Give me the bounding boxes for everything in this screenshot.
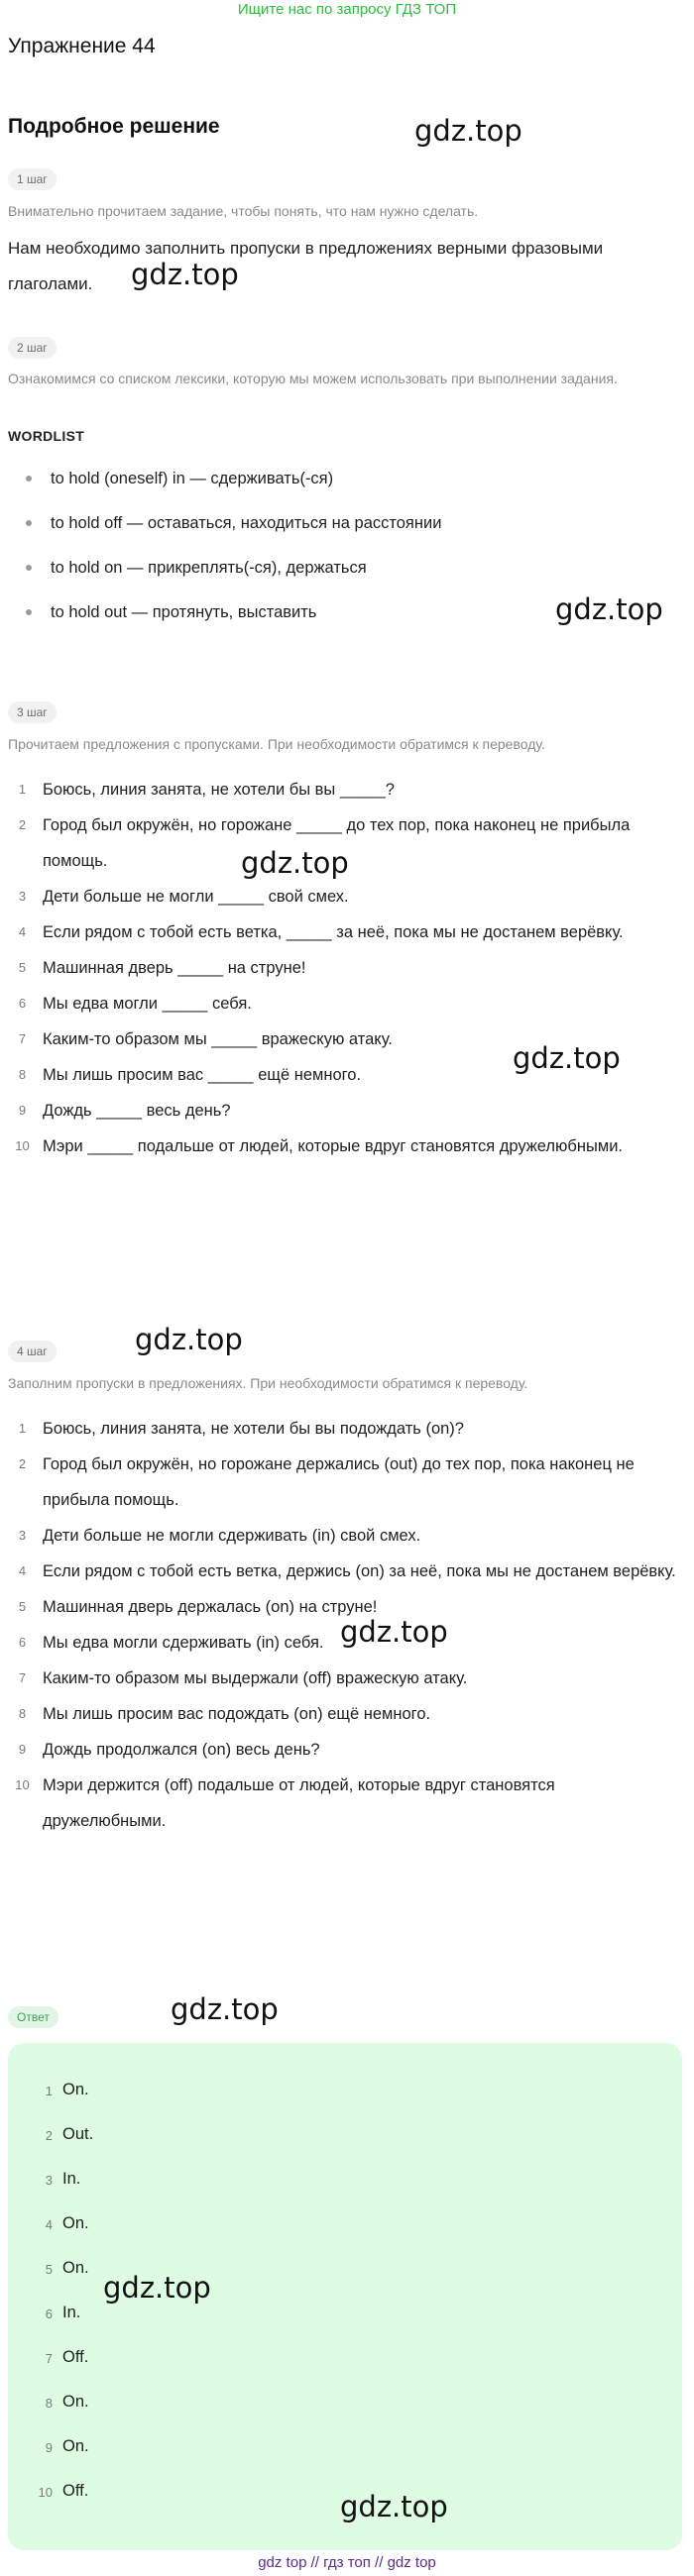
footer-separator: // xyxy=(375,2554,384,2571)
step-1-hint: Внимательно прочитаем задание, чтобы понять, что нам нужно сделать. xyxy=(8,203,479,219)
bullet-icon xyxy=(26,609,32,615)
watermark: gdz.top xyxy=(340,1615,448,1649)
list-item: 7 Каким-то образом мы выдержали (off) вражескую атаку. xyxy=(18,1669,468,1687)
list-item: 4 Если рядом с тобой есть ветка, держись (on) за неё, пока мы не достанем верёвку. xyxy=(18,1562,676,1580)
watermark: gdz.top xyxy=(555,592,663,626)
answer-chip: Ответ xyxy=(8,2006,58,2028)
list-item: 3 In. xyxy=(45,2170,81,2188)
list-item: 9 On. xyxy=(45,2437,89,2455)
bullet-icon xyxy=(26,565,32,571)
list-item: 9 Дождь продолжался (on) весь день? xyxy=(18,1741,320,1759)
word-entry: to hold on — прикреплять(-ся), держаться xyxy=(51,559,367,577)
step-4-chip: 4 шаг xyxy=(8,1341,57,1362)
list-item: 1 On. xyxy=(45,2081,89,2098)
watermark: gdz.top xyxy=(135,1323,243,1356)
watermark: gdz.top xyxy=(340,2490,448,2523)
list-item: 5 Машинная дверь держалась (on) на струне! xyxy=(18,1598,378,1616)
wordlist-title: WORDLIST xyxy=(8,428,85,444)
list-item: 7 Off. xyxy=(45,2348,89,2366)
list-item: 3 Дети больше не могли сдерживать (in) свой смех. xyxy=(18,1527,421,1545)
page-title: Упражнение 44 xyxy=(8,35,156,57)
footer-link[interactable]: гдз топ xyxy=(323,2554,371,2571)
step-3-chip: 3 шаг xyxy=(8,701,57,723)
list-item: 10 Мэри _____ подальше от людей, которые вдруг становятся дружелюбными. xyxy=(15,1137,624,1155)
list-item: 6 Мы едва могли сдерживать (in) себя. xyxy=(18,1634,324,1652)
list-item: 8 On. xyxy=(45,2393,89,2411)
wordlist xyxy=(8,468,603,646)
list-item: 4 Если рядом с тобой есть ветка, _____ за неё, пока мы не достанем верёвку. xyxy=(18,923,624,941)
watermark: gdz.top xyxy=(241,846,349,880)
footer-link[interactable]: gdz top xyxy=(258,2554,307,2571)
watermark: gdz.top xyxy=(131,258,239,291)
footer-separator: // xyxy=(310,2554,319,2571)
step-2-chip: 2 шаг xyxy=(8,337,57,359)
footer-links xyxy=(0,2554,694,2571)
footer-link[interactable]: gdz top xyxy=(387,2554,436,2571)
word-entry: to hold out — протянуть, выставить xyxy=(51,603,317,621)
list-item xyxy=(8,468,603,512)
list-item xyxy=(8,557,603,601)
word-entry: to hold off — оставаться, находиться на расстоянии xyxy=(51,514,442,532)
list-item: 2 Out. xyxy=(45,2125,94,2143)
list-item: 6 Мы едва могли _____ себя. xyxy=(18,995,252,1013)
search-banner[interactable]: Ищите нас по запросу ГДЗ ТОП xyxy=(237,1,457,18)
list-item xyxy=(8,512,603,557)
watermark: gdz.top xyxy=(513,1041,621,1075)
list-item: 1 Боюсь, линия занята, не хотели бы вы _____? xyxy=(18,781,395,799)
list-item: 5 On. xyxy=(45,2259,89,2277)
watermark: gdz.top xyxy=(414,114,522,148)
step-4-hint: Заполним пропуски в предложениях. При необходимости обратимся к переводу. xyxy=(8,1375,528,1391)
step-2-hint: Ознакомимся со списком лексики, которую мы можем использовать при выполнении задания. xyxy=(8,371,618,386)
list-item: 7 Каким-то образом мы _____ вражескую атаку. xyxy=(18,1030,393,1048)
list-item: 2 Город был окружён, но горожане _____ до тех пор, пока наконец не прибыла помощь. xyxy=(18,816,631,870)
step-3-sentences xyxy=(8,772,680,1164)
answer-list xyxy=(8,2079,504,2524)
bullet-icon xyxy=(26,520,32,526)
list-item: 3 Дети больше не могли _____ свой смех. xyxy=(18,888,349,906)
step-3-hint: Прочитаем предложения с пропусками. При необходимости обратимся к переводу. xyxy=(8,736,545,752)
list-item: 8 Мы лишь просим вас _____ ещё немного. xyxy=(18,1066,362,1084)
solution-heading: Подробное решение xyxy=(8,115,220,138)
step-1-text: Нам необходимо заполнить пропуски в предложениях верными фразовыми глаголами. xyxy=(8,239,604,293)
list-item: 10 Off. xyxy=(38,2482,89,2500)
list-item: 8 Мы лишь просим вас подождать (on) ещё немного. xyxy=(18,1705,431,1723)
bullet-icon xyxy=(26,476,32,482)
list-item xyxy=(8,601,603,646)
list-item: 4 On. xyxy=(45,2214,89,2232)
list-item: 9 Дождь _____ весь день? xyxy=(18,1102,231,1120)
list-item: 6 In. xyxy=(45,2304,81,2321)
list-item: 1 Боюсь, линия занята, не хотели бы вы подождать (on)? xyxy=(18,1420,464,1438)
watermark: gdz.top xyxy=(171,1992,279,2026)
watermark: gdz.top xyxy=(103,2271,211,2305)
list-item: 10 Мэри держится (off) подальше от людей, которые вдруг становятся дружелюбными. xyxy=(15,1776,555,1830)
list-item: 5 Машинная дверь _____ на струне! xyxy=(18,959,306,977)
word-entry: to hold (oneself) in — сдерживать(-ся) xyxy=(51,470,334,487)
step-1-chip: 1 шаг xyxy=(8,168,57,190)
list-item: 2 Город был окружён, но горожане держались (out) до тех пор, пока наконец не прибыла помощь. xyxy=(18,1455,635,1509)
